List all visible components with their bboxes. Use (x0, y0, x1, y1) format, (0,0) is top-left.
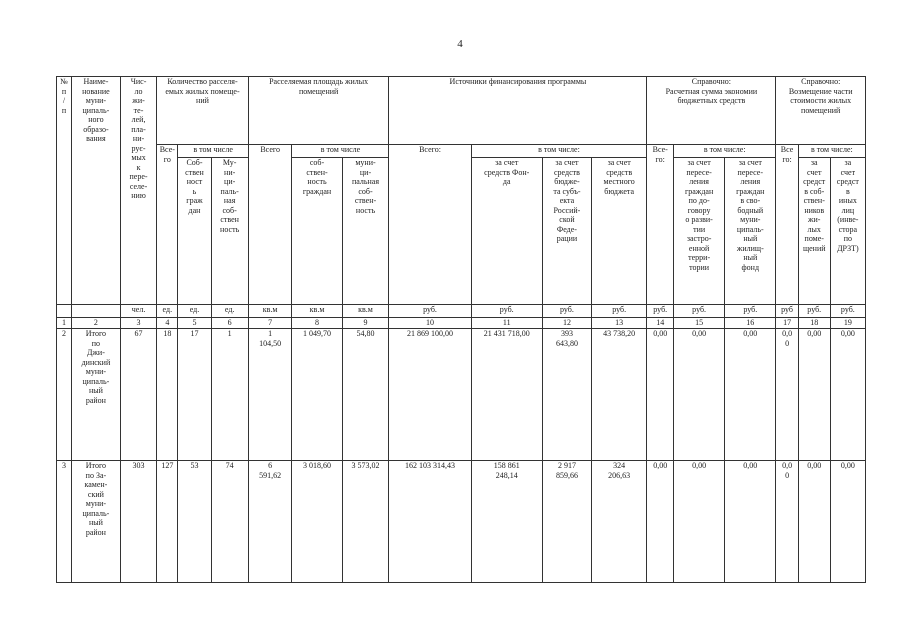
value-cell: 3 573,02 (342, 461, 389, 583)
units-spacer (71, 305, 120, 318)
value-cell: 0,00 (674, 461, 725, 583)
resettlement-table (56, 76, 866, 583)
column-number: 16 (725, 318, 776, 329)
header-citizens-property-count: Соб- ствен ност ь граж дан (178, 158, 211, 305)
value-cell: 53 (178, 461, 211, 583)
unit-cell: руб. (647, 305, 674, 318)
value-cell: 0,0 0 (776, 329, 798, 461)
header-group-compensation-reference: Справочно: Возмещение части стоимости жилых помещений (776, 77, 866, 145)
header-group-resettled-area: Расселяемая площадь жилых помещений (248, 77, 389, 145)
units-spacer (57, 305, 72, 318)
unit-cell: руб. (725, 305, 776, 318)
value-cell: 127 (157, 461, 178, 583)
value-cell: 6 591,62 (248, 461, 292, 583)
header-municipality-name: Наиме- нование муни- ципаль- ного образо- вания (71, 77, 120, 305)
value-cell: 1 104,50 (248, 329, 292, 461)
page-number: 4 (457, 38, 463, 50)
value-cell: 0,00 (830, 461, 865, 583)
unit-cell: руб. (830, 305, 865, 318)
header-subject-budget-source: за счет средств бюдже- та субъ- екта Россий- ской Феде- рации (542, 158, 591, 305)
header-local-budget-source: за счет средств местного бюджета (591, 158, 646, 305)
header-area-including: в том числе (292, 145, 389, 158)
header-residents-count: Чис- ло жи- те- лей, пла- ни- рує- мых к пере- селе- нию (120, 77, 156, 305)
column-number: 3 (120, 318, 156, 329)
value-cell: 162 103 314,43 (389, 461, 471, 583)
value-cell: 1 049,70 (292, 329, 342, 461)
value-cell: 17 (178, 329, 211, 461)
column-number: 5 (178, 318, 211, 329)
unit-cell: ед. (211, 305, 248, 318)
value-cell: 324 206,63 (591, 461, 646, 583)
column-number: 19 (830, 318, 865, 329)
unit-cell: ед. (157, 305, 178, 318)
table-row (57, 461, 866, 583)
value-cell: 0,00 (798, 329, 830, 461)
column-number: 11 (471, 318, 542, 329)
value-cell: 2 917 859,66 (542, 461, 591, 583)
header-count-total: Все- го (157, 145, 178, 305)
value-cell: 1 (211, 329, 248, 461)
header-group-financing-sources: Источники финансирования программы (389, 77, 647, 145)
row-number: 2 (57, 329, 72, 461)
header-economy-total: Все- го: (647, 145, 674, 305)
municipality-name: Итого по За- камен- ский муни- ципаль- ный район (71, 461, 120, 583)
value-cell: 0,00 (725, 329, 776, 461)
header-investor-funds: за счет средст в иных лиц (инве- стора по ДРЗТ) (830, 158, 865, 305)
value-cell: 3 018,60 (292, 461, 342, 583)
header-fund-source: за счет средств Фон- да (471, 158, 542, 305)
header-resettlement-free-municipal-fund: за счет пересе- ления граждан в сво- бодный муни- ципаль- ный жилищ- ный фонд (725, 158, 776, 305)
column-number: 1 (57, 318, 72, 329)
unit-cell: руб. (798, 305, 830, 318)
header-municipal-property-area: муни- ци- пальная соб- ствен- ность (342, 158, 389, 305)
unit-cell: руб. (471, 305, 542, 318)
column-number: 15 (674, 318, 725, 329)
unit-cell: руб. (389, 305, 471, 318)
column-number: 17 (776, 318, 798, 329)
value-cell: 74 (211, 461, 248, 583)
value-cell: 43 738,20 (591, 329, 646, 461)
value-cell: 393 643,80 (542, 329, 591, 461)
value-cell: 0,0 0 (776, 461, 798, 583)
header-resettlement-development-contract: за счет пересе- ления граждан по до- говору о разви- тии застро- енной терри- тории (674, 158, 725, 305)
value-cell: 0,00 (674, 329, 725, 461)
value-cell: 158 861 248,14 (471, 461, 542, 583)
unit-cell: чел. (120, 305, 156, 318)
header-group-economy-reference: Справочно: Расчетная сумма экономии бюджетных средств (647, 77, 776, 145)
header-municipal-property-count: Му- ни- ци- паль- ная соб- ствен ность (211, 158, 248, 305)
value-cell: 0,00 (830, 329, 865, 461)
header-citizens-property-area: соб- ствен- ность граждан (292, 158, 342, 305)
column-number: 7 (248, 318, 292, 329)
unit-cell: ед. (178, 305, 211, 318)
unit-cell: кв.м (292, 305, 342, 318)
row-number: 3 (57, 461, 72, 583)
value-cell: 21 869 100,00 (389, 329, 471, 461)
unit-cell: руб. (674, 305, 725, 318)
unit-cell: руб. (542, 305, 591, 318)
unit-cell: кв.м (248, 305, 292, 318)
value-cell: 67 (120, 329, 156, 461)
units-row (57, 305, 866, 318)
header-area-total: Всего (248, 145, 292, 305)
column-number: 2 (71, 318, 120, 329)
value-cell: 0,00 (647, 329, 674, 461)
value-cell: 18 (157, 329, 178, 461)
column-number: 18 (798, 318, 830, 329)
header-owners-funds: за счет средст в соб- ствен- ников жи- лых поме- щений (798, 158, 830, 305)
header-economy-including: в том числе: (674, 145, 776, 158)
column-number: 8 (292, 318, 342, 329)
municipality-name: Итого по Джи- динский муни- ципаль- ный район (71, 329, 120, 461)
unit-cell: руб (776, 305, 798, 318)
header-group-resettled-count: Количество расселя- емых жилых помеще- ний (157, 77, 249, 145)
value-cell: 0,00 (798, 461, 830, 583)
header-sources-total: Всего: (389, 145, 471, 305)
column-numbers-row (57, 318, 866, 329)
value-cell: 54,80 (342, 329, 389, 461)
value-cell: 21 431 718,00 (471, 329, 542, 461)
column-number: 6 (211, 318, 248, 329)
column-number: 9 (342, 318, 389, 329)
unit-cell: руб. (591, 305, 646, 318)
column-number: 13 (591, 318, 646, 329)
column-number: 4 (157, 318, 178, 329)
header-sources-including: в том числе: (471, 145, 647, 158)
column-number: 12 (542, 318, 591, 329)
value-cell: 0,00 (647, 461, 674, 583)
unit-cell: кв.м (342, 305, 389, 318)
value-cell: 303 (120, 461, 156, 583)
column-number: 14 (647, 318, 674, 329)
header-compensation-including: в том числе: (798, 145, 865, 158)
header-compensation-total: Все го: (776, 145, 798, 305)
header-count-including: в том числе (178, 145, 248, 158)
header-row-number: № п / п (57, 77, 72, 305)
table-row (57, 329, 866, 461)
value-cell: 0,00 (725, 461, 776, 583)
column-number: 10 (389, 318, 471, 329)
